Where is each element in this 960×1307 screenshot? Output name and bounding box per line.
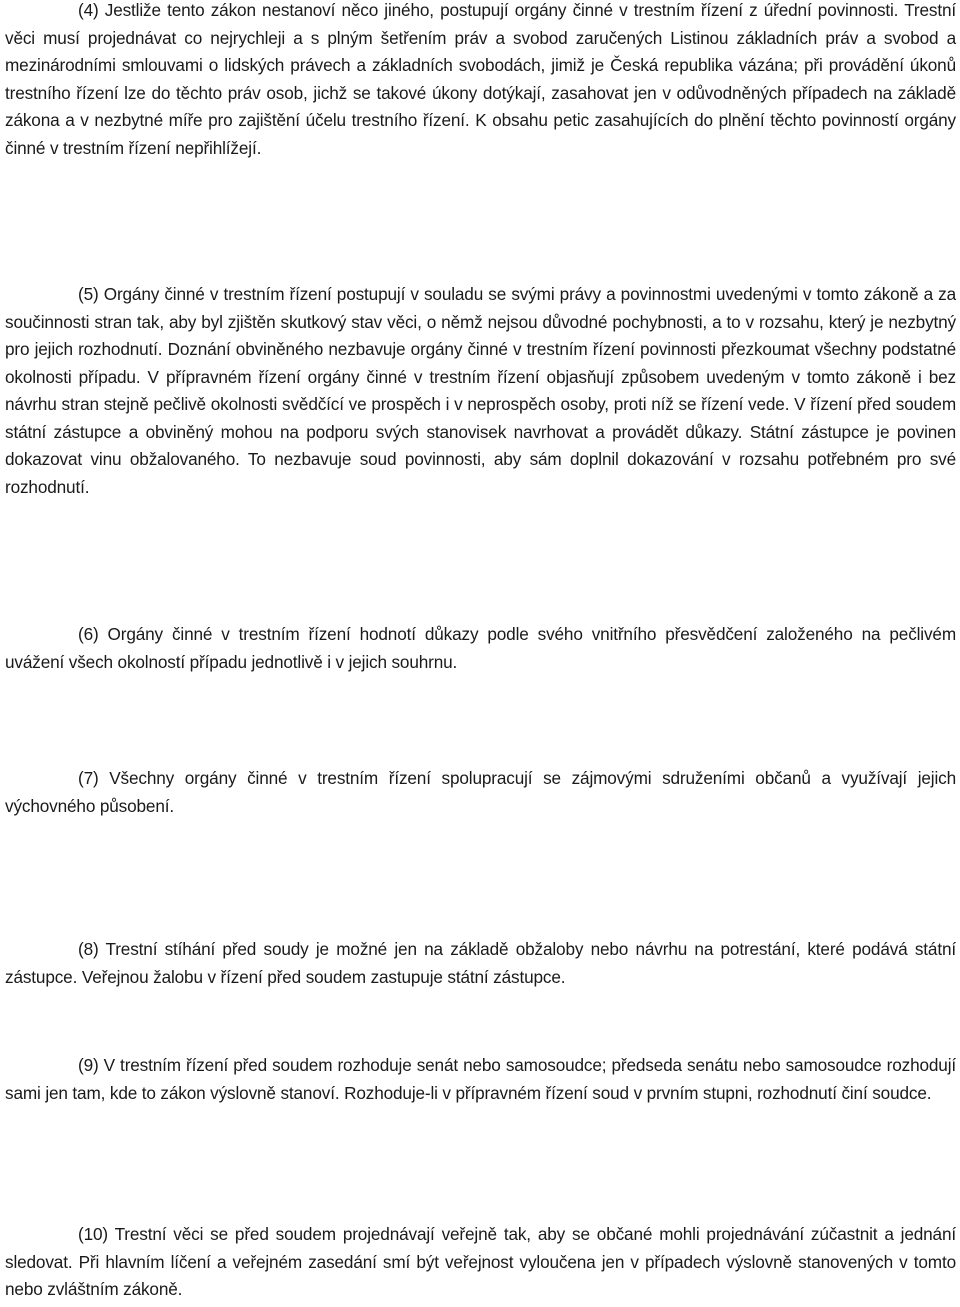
paragraph-6: (6) Orgány činné v trestním řízení hodnotí důkazy podle svého vnitřního přesvědčení založeného na pečlivém uvážení všech okolností případu jednotlivě i v jejich souhrnu. (5, 624, 956, 672)
paragraph-10: (10) Trestní věci se před soudem projednávají veřejně tak, aby se občané mohli projednávání zúčastnit a jednání sledovat. Při hlavním líčení a veřejném zasedání smí být veřejnost vyloučena jen v případech výslovně stanovených v tomto nebo zvláštním zákoně. (5, 1224, 956, 1299)
paragraph-7: (7) Všechny orgány činné v trestním řízení spolupracují se zájmovými sdruženími občanů a využívají jejich výchovného působení. (5, 768, 956, 816)
paragraph-4: (4) Jestliže tento zákon nestanoví něco jiného, postupují orgány činné v trestním řízení z úřední povinnosti. Trestní věci musí projednávat co nejrychleji a s plným šetřením práv a svobod zaručených Listinou základních práv a svobod a mezinárodními smlouvami o lidských právech a základních svobodách, jimiž je Česká republika vázána; při provádění úkonů trestního řízení lze do těchto práv osob, jichž se takové úkony dotýkají, zasahovat jen v odůvodněných případech na základě zákona a v nezbytné míře pro zajištění účelu trestního řízení. K obsahu petic zasahujících do plnění těchto povinností orgány činné v trestním řízení nepřihlížejí. (5, 0, 956, 158)
paragraph-5: (5) Orgány činné v trestním řízení postupují v souladu se svými právy a povinnostmi uvedenými v tomto zákoně a za součinnosti stran tak, aby byl zjištěn skutkový stav věci, o němž nejsou důvodné pochybnosti, a to v rozsahu, který je nezbytný pro jejich rozhodnutí. Doznání obviněného nezbavuje orgány činné v trestním řízení povinnosti přezkoumat všechny podstatné okolnosti případu. V přípravném řízení orgány činné v trestním řízení objasňují způsobem uvedeným v tomto zákoně i bez návrhu stran stejně pečlivě okolnosti svědčící ve prospěch i v neprospěch osoby, proti níž se řízení vede. V řízení před soudem státní zástupce a obviněný mohou na podporu svých stanovisek navrhovat a provádět důkazy. Státní zástupce je povinen dokazovat vinu obžalovaného. To nezbavuje soud povinnosti, aby sám doplnil dokazování v rozsahu potřebném pro své rozhodnutí. (5, 284, 956, 497)
paragraph-9: (9) V trestním řízení před soudem rozhoduje senát nebo samosoudce; předseda senátu nebo samosoudce rozhodují sami jen tam, kde to zákon výslovně stanoví. Rozhoduje-li v přípravném řízení soud v prvním stupni, rozhodnutí činí soudce. (5, 1055, 956, 1103)
paragraph-8: (8) Trestní stíhání před soudy je možné jen na základě obžaloby nebo návrhu na potrestání, které podává státní zástupce. Veřejnou žalobu v řízení před soudem zastupuje státní zástupce. (5, 939, 956, 987)
